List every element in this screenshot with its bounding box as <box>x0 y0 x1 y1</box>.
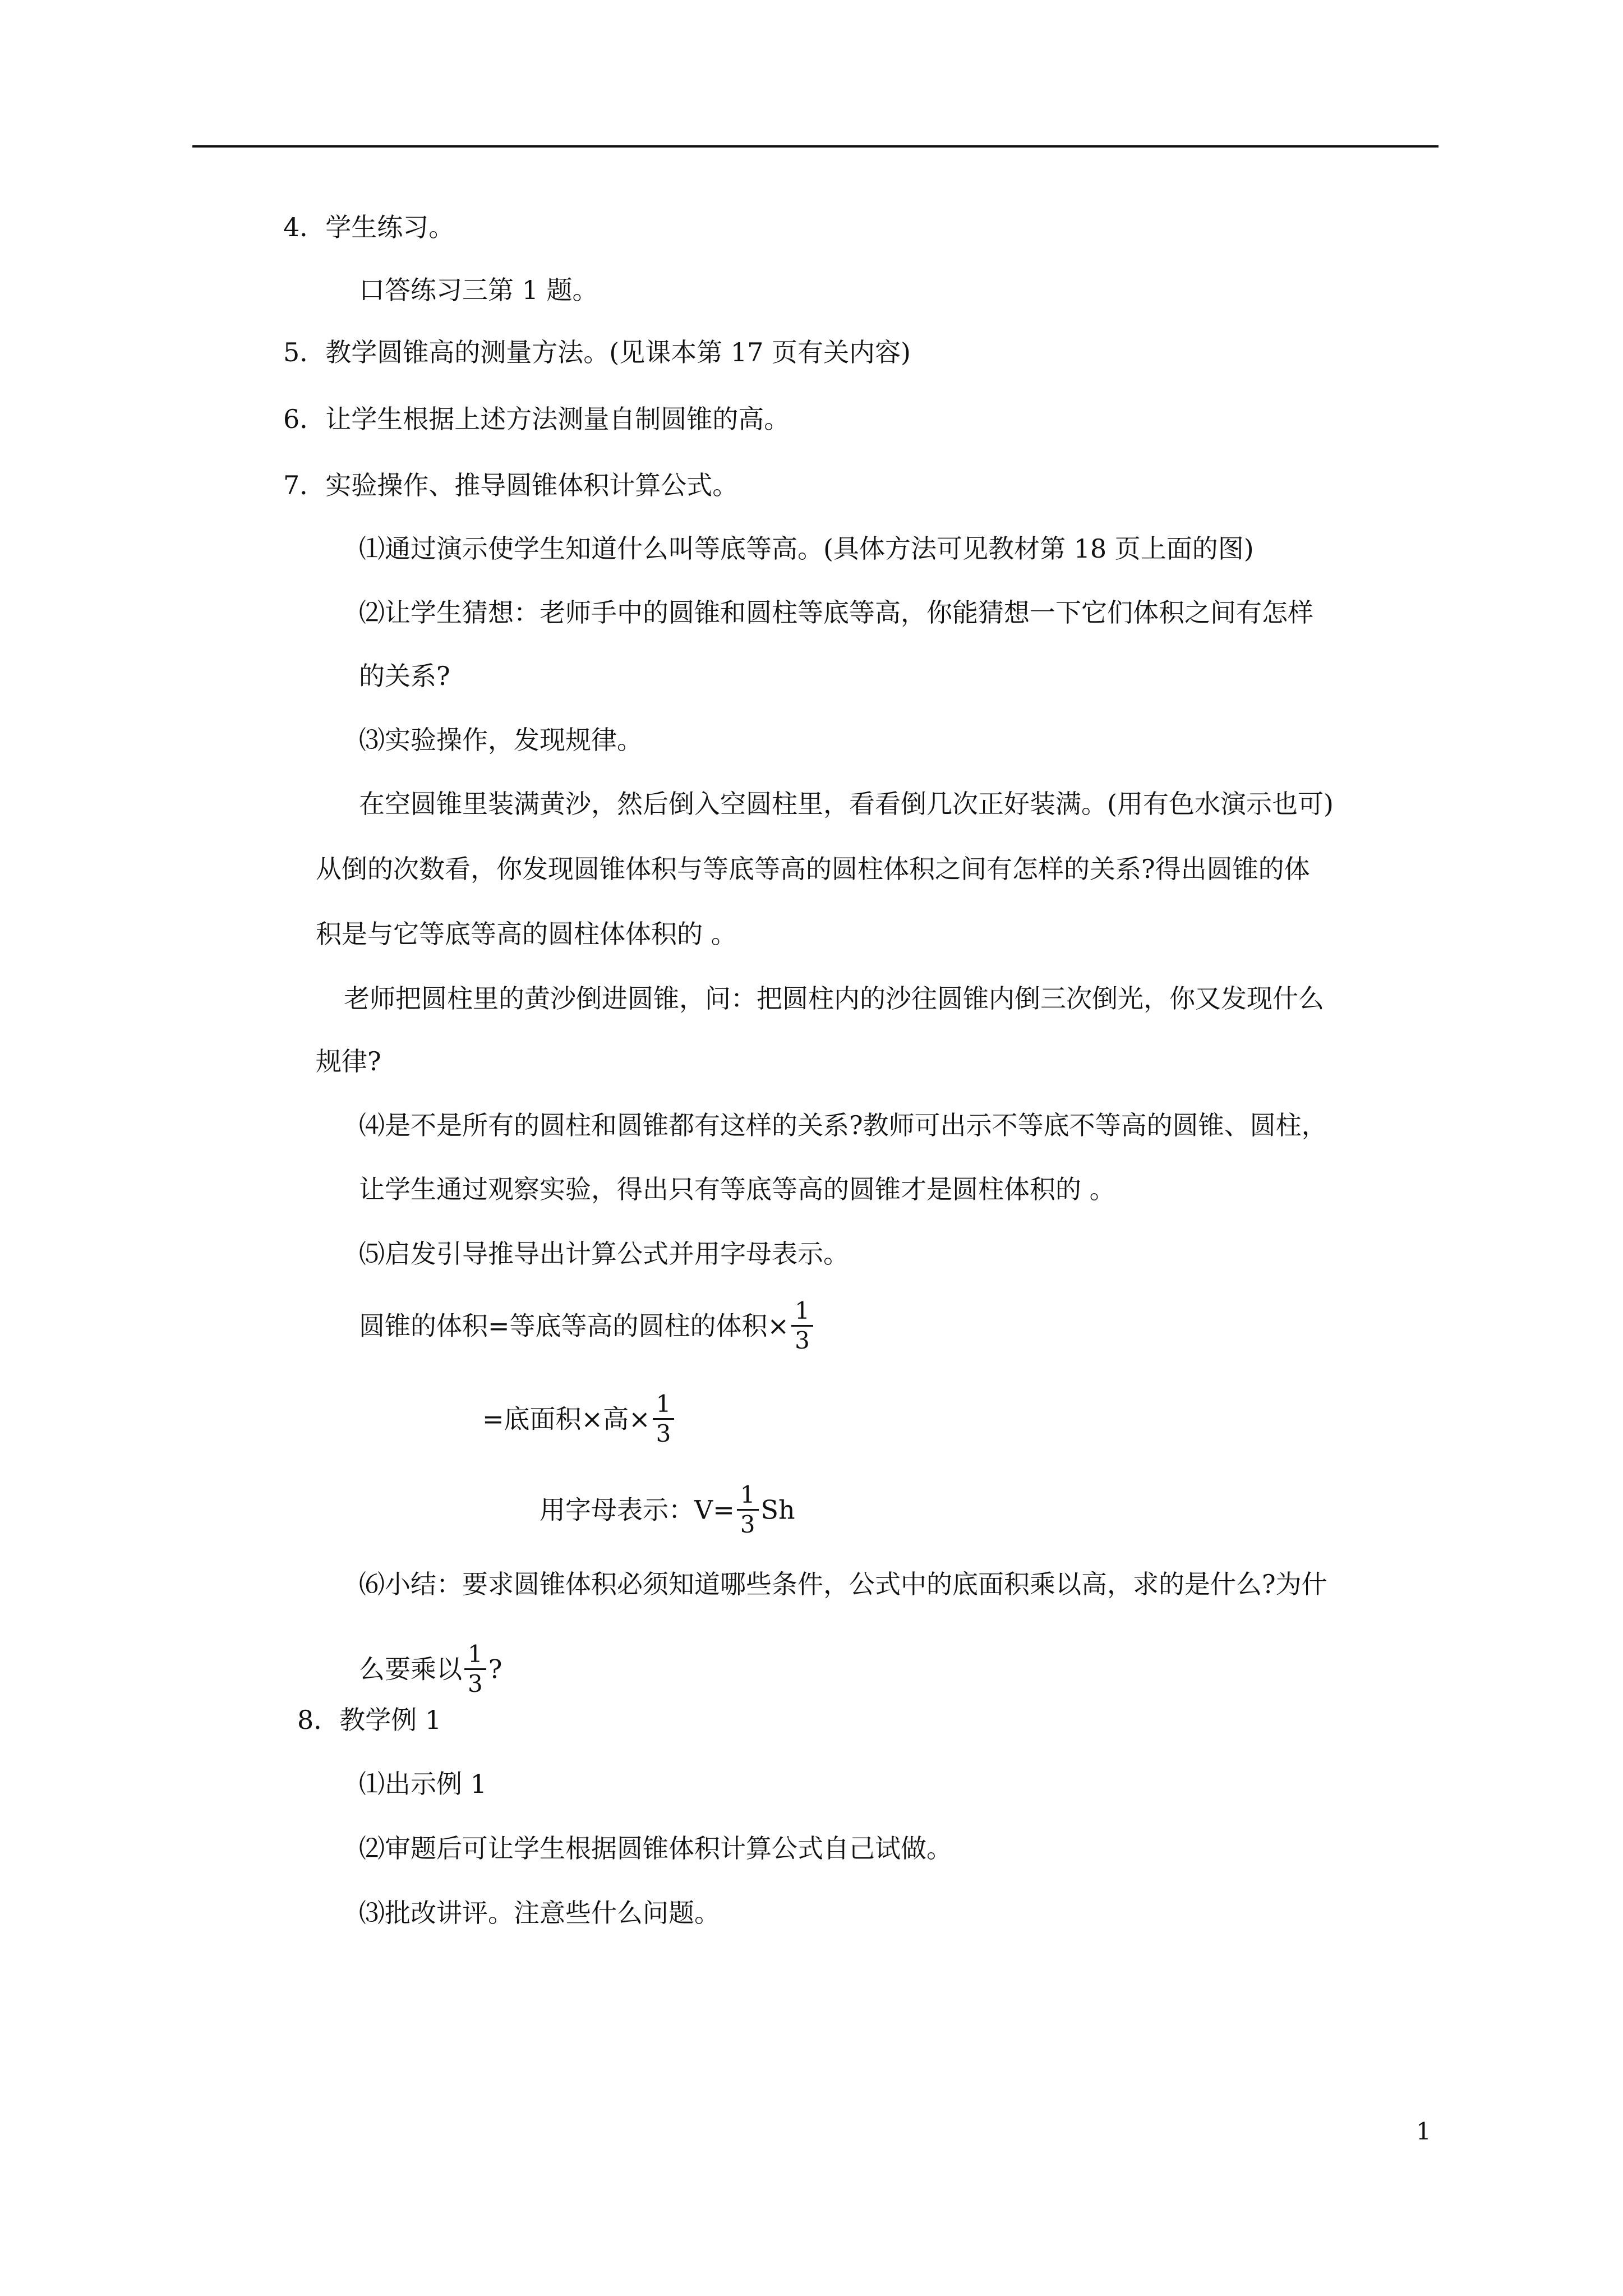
fraction-denominator: 3 <box>468 1670 483 1697</box>
fraction-denominator: 3 <box>740 1511 755 1538</box>
experiment-text-cont-1: 从倒的次数看，你发现圆锥体积与等底等高的圆柱体积之间有怎样的关系?得出圆锥的体 <box>316 854 1310 884</box>
example-step-1: ⑴出示例 1 <box>359 1769 487 1799</box>
step-2-text-cont: 的关系? <box>359 661 450 691</box>
item-7-heading: 7．实验操作、推导圆锥体积计算公式。 <box>283 470 739 500</box>
one-third-fraction <box>464 1642 486 1696</box>
fraction-numerator: 1 <box>656 1390 671 1418</box>
formula-line-1-text: 圆锥的体积=等底等高的圆柱的体积× <box>359 1310 790 1341</box>
step-6-text-cont-b: ? <box>488 1654 502 1685</box>
fraction-denominator: 3 <box>656 1420 671 1447</box>
page-number: 1 <box>1416 2118 1431 2145</box>
formula-sh: Sh <box>760 1494 795 1525</box>
step-3-text: ⑶实验操作，发现规律。 <box>359 725 643 755</box>
experiment-text-cont-2: 积是与它等底等高的圆柱体体积的 。 <box>316 919 737 949</box>
step-2-text: ⑵让学生猜想：老师手中的圆锥和圆柱等底等高，你能猜想一下它们体积之间有怎样 <box>359 597 1313 628</box>
fraction-numerator: 1 <box>468 1640 483 1668</box>
fraction-numerator: 1 <box>740 1481 755 1508</box>
example-step-3: ⑶批改讲评。注意些什么问题。 <box>359 1898 720 1928</box>
step-5-text: ⑸启发引导推导出计算公式并用字母表示。 <box>359 1239 849 1269</box>
one-third-fraction <box>791 1299 813 1352</box>
step-1-text: ⑴通过演示使学生知道什么叫等底等高。(具体方法可见教材第 18 页上面的图) <box>359 533 1254 564</box>
step-4-text: ⑷是不是所有的圆柱和圆锥都有这样的关系?教师可出示不等底不等高的圆锥、圆柱， <box>359 1110 1327 1140</box>
one-third-fraction <box>653 1392 675 1446</box>
item-4-heading: 4．学生练习。 <box>283 212 455 242</box>
step-6-text: ⑹小结：要求圆锥体积必须知道哪些条件，公式中的底面积乘以高，求的是什么?为什 <box>359 1569 1327 1599</box>
header-rule <box>192 145 1438 148</box>
example-step-2: ⑵审题后可让学生根据圆锥体积计算公式自己试做。 <box>359 1833 952 1864</box>
formula-line-3-text: 用字母表示：V= <box>540 1494 735 1525</box>
step-6-text-cont <box>359 1640 502 1698</box>
formula-line-3 <box>540 1481 795 1539</box>
experiment-text: 在空圆锥里装满黄沙，然后倒入空圆柱里，看看倒几次正好装满。(用有色水演示也可) <box>359 789 1334 819</box>
teacher-text: 老师把圆柱里的黄沙倒进圆锥，问：把圆柱内的沙往圆锥内倒三次倒光，你又发现什么 <box>344 983 1324 1014</box>
one-third-fraction <box>737 1483 759 1536</box>
teacher-text-cont: 规律? <box>316 1046 381 1076</box>
step-4-text-cont: 让学生通过观察实验，得出只有等底等高的圆锥才是圆柱体积的 。 <box>359 1174 1115 1204</box>
item-4-text: 口答练习三第 1 题。 <box>359 275 598 305</box>
formula-line-2 <box>482 1390 676 1448</box>
formula-line-1 <box>359 1297 815 1355</box>
item-6-heading: 6．让学生根据上述方法测量自制圆锥的高。 <box>283 404 790 434</box>
fraction-denominator: 3 <box>795 1327 810 1354</box>
item-8-heading: 8．教学例 1 <box>297 1705 442 1735</box>
item-5-heading: 5．教学圆锥高的测量方法。(见课本第 17 页有关内容) <box>283 337 911 367</box>
step-6-text-cont-a: 么要乘以 <box>359 1654 462 1685</box>
fraction-numerator: 1 <box>795 1297 810 1324</box>
formula-line-2-text: =底面积×高× <box>482 1404 651 1434</box>
